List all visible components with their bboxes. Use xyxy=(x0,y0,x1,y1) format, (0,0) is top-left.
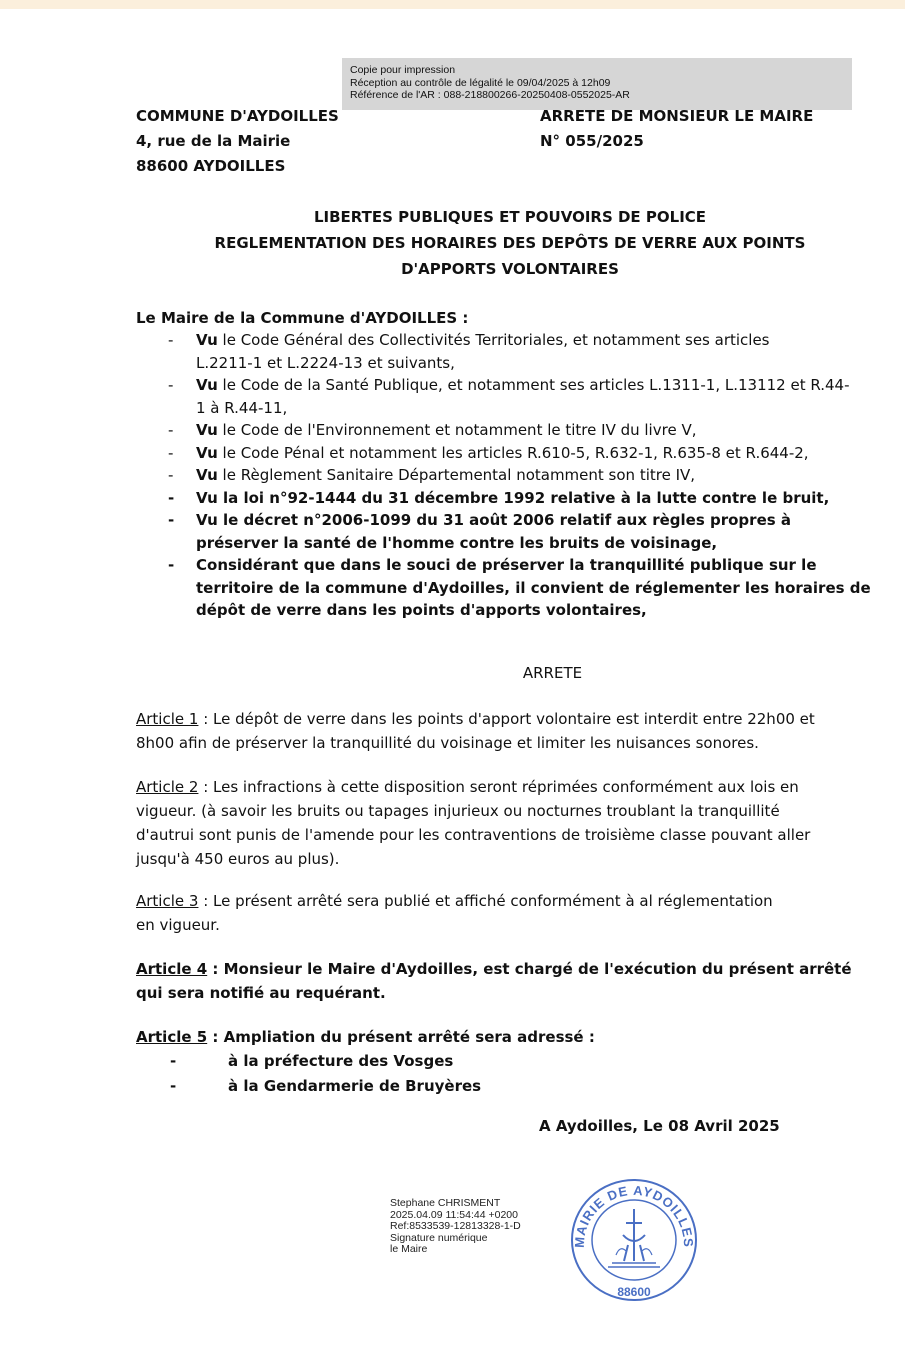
article-3 xyxy=(136,889,866,937)
arrete-heading: ARRETE xyxy=(522,664,583,682)
article-text-cont: jusqu'à 450 euros au plus). xyxy=(136,850,340,868)
article-text-cont: en vigueur. xyxy=(136,916,220,934)
considerant-text: que dans le souci de préserver la tranquillité publique sur le xyxy=(303,556,817,574)
article-text-cont: vigueur. (à savoir les bruits ou tapages injurieux ou nocturnes troublant la tranquillité xyxy=(136,802,780,820)
title-line-1: LIBERTES PUBLIQUES ET POUVOIRS DE POLICE xyxy=(313,208,707,226)
list-dash: - xyxy=(168,556,175,574)
article-text: : Ampliation du présent arrêté sera adressé : xyxy=(207,1028,595,1046)
vu-lead: Vu xyxy=(196,331,218,349)
top-border-strip xyxy=(0,0,905,9)
signing-date: A Aydoilles, Le 08 Avril 2025 xyxy=(539,1117,780,1135)
article-text: : Le présent arrêté sera publié et affiché conformément à al réglementation xyxy=(198,892,773,910)
article-label: Article 5 xyxy=(136,1028,208,1046)
signer-role: le Maire xyxy=(390,1243,428,1255)
article-label: Article 2 xyxy=(136,778,199,796)
town-hall-seal-icon xyxy=(568,1175,700,1305)
stamp-line-3: Référence de l'AR : 088-218800266-20250408-0552025-AR xyxy=(350,89,630,101)
vu-lead: Vu xyxy=(196,421,218,439)
arrete-number: N° 055/2025 xyxy=(540,132,644,150)
document-title xyxy=(120,204,900,282)
vu-item xyxy=(136,419,876,442)
vu-text: le Code Général des Collectivités Territoriales, et notamment ses articles xyxy=(222,331,770,349)
list-dash: - xyxy=(168,376,174,394)
vu-text: le Code de l'Environnement et notamment le titre IV du livre V, xyxy=(222,421,697,439)
article-text-cont: d'autrui sont punis de l'amende pour les contraventions de troisième classe pouvant aller xyxy=(136,826,811,844)
commune-street: 4, rue de la Mairie xyxy=(136,132,291,150)
list-dash: - xyxy=(170,1052,177,1070)
signature-ref: Ref:8533539-12813328-1-D xyxy=(390,1220,521,1232)
considerant-text-cont: dépôt de verre dans les points d'apports volontaires, xyxy=(196,601,647,619)
vu-lead: Vu xyxy=(196,511,218,529)
article-text: : Le dépôt de verre dans les points d'apport volontaire est interdit entre 22h00 et xyxy=(198,710,815,728)
list-dash: - xyxy=(168,466,174,484)
vu-item xyxy=(136,464,876,487)
digital-signature-block xyxy=(390,1198,521,1256)
vu-item xyxy=(136,487,876,510)
recipient-text: à la préfecture des Vosges xyxy=(228,1052,454,1070)
vu-item xyxy=(136,374,876,419)
title-line-3: D'APPORTS VOLONTAIRES xyxy=(401,260,619,278)
article-label: Article 1 xyxy=(136,710,199,728)
commune-address-block xyxy=(136,104,339,179)
legality-stamp xyxy=(342,58,852,110)
vu-item xyxy=(136,509,876,554)
recipient-item xyxy=(136,1074,866,1099)
article-text: : Les infractions à cette disposition seront réprimées conformément aux lois en xyxy=(198,778,799,796)
article-5 xyxy=(136,1025,866,1099)
recipient-item xyxy=(136,1049,866,1074)
considerant-item xyxy=(136,554,876,622)
vu-item xyxy=(136,329,876,374)
vu-lead: Vu xyxy=(196,376,218,394)
stamp-line-2: Réception au contrôle de légalité le 09/04/2025 à 12h09 xyxy=(350,76,611,89)
article-4 xyxy=(136,957,866,1005)
arrete-header-block xyxy=(540,104,813,154)
vu-text: le Règlement Sanitaire Départemental notamment son titre IV, xyxy=(222,466,696,484)
list-dash: - xyxy=(170,1077,177,1095)
considerant-text-cont: territoire de la commune d'Aydoilles, il convient de réglementer les horaires de xyxy=(196,578,871,597)
vu-item xyxy=(136,442,876,465)
commune-city: 88600 AYDOILLES xyxy=(136,157,286,175)
vu-lead: Vu xyxy=(196,488,218,507)
article-text-cont: 8h00 afin de préserver la tranquillité du voisinage et limiter les nuisances sonores. xyxy=(136,734,759,752)
signature-type: Signature numérique xyxy=(390,1231,488,1244)
vu-lead: Vu xyxy=(196,443,218,462)
article-label: Article 3 xyxy=(136,892,199,910)
preamble xyxy=(136,307,876,622)
vu-text-cont: 1 à R.44-11, xyxy=(196,398,288,417)
considerant-lead: Considérant xyxy=(196,556,299,574)
article-text-cont: qui sera notifié au requérant. xyxy=(136,984,386,1002)
list-dash: - xyxy=(168,443,174,462)
signer-name: Stephane CHRISMENT xyxy=(390,1197,501,1209)
seal-postcode: 88600 xyxy=(617,1285,651,1299)
article-1 xyxy=(136,707,866,755)
list-dash: - xyxy=(168,331,174,349)
vu-text: le Code Pénal et notamment les articles R.610-5, R.632-1, R.635-8 et R.644-2, xyxy=(222,443,809,462)
recipient-text: à la Gendarmerie de Bruyères xyxy=(228,1077,482,1095)
vu-text-cont: préserver la santé de l'homme contre les bruits de voisinage, xyxy=(196,533,718,552)
list-dash: - xyxy=(168,421,174,439)
article-label: Article 4 xyxy=(136,960,208,978)
vu-text: la loi n°92-1444 du 31 décembre 1992 relative à la lutte contre le bruit, xyxy=(223,488,830,507)
vu-text: le décret n°2006-1099 du 31 août 2006 relatif aux règles propres à xyxy=(223,511,792,529)
seal-text: MAIRIE DE AYDOILLES xyxy=(571,1182,697,1249)
vu-text: le Code de la Santé Publique, et notamment ses articles L.1311-1, L.13112 et R.44- xyxy=(222,376,850,394)
recipient-list xyxy=(136,1049,866,1099)
title-line-2: REGLEMENTATION DES HORAIRES DES DEPÔTS DE VERRE AUX POINTS xyxy=(214,234,806,252)
signature-datetime: 2025.04.09 11:54:44 +0200 xyxy=(390,1208,518,1221)
preamble-intro: Le Maire de la Commune d'AYDOILLES : xyxy=(136,309,469,327)
vu-text-cont: L.2211-1 et L.2224-13 et suivants, xyxy=(196,353,455,372)
arrete-title: ARRETE DE MONSIEUR LE MAIRE xyxy=(540,107,814,125)
vu-lead: Vu xyxy=(196,466,218,484)
stamp-line-1: Copie pour impression xyxy=(350,64,456,76)
commune-name: COMMUNE D'AYDOILLES xyxy=(136,107,339,125)
article-text: : Monsieur le Maire d'Aydoilles, est chargé de l'exécution du présent arrêté xyxy=(207,960,852,978)
article-2 xyxy=(136,775,866,871)
list-dash: - xyxy=(168,511,175,529)
list-dash: - xyxy=(168,488,175,507)
vu-list xyxy=(136,329,876,622)
